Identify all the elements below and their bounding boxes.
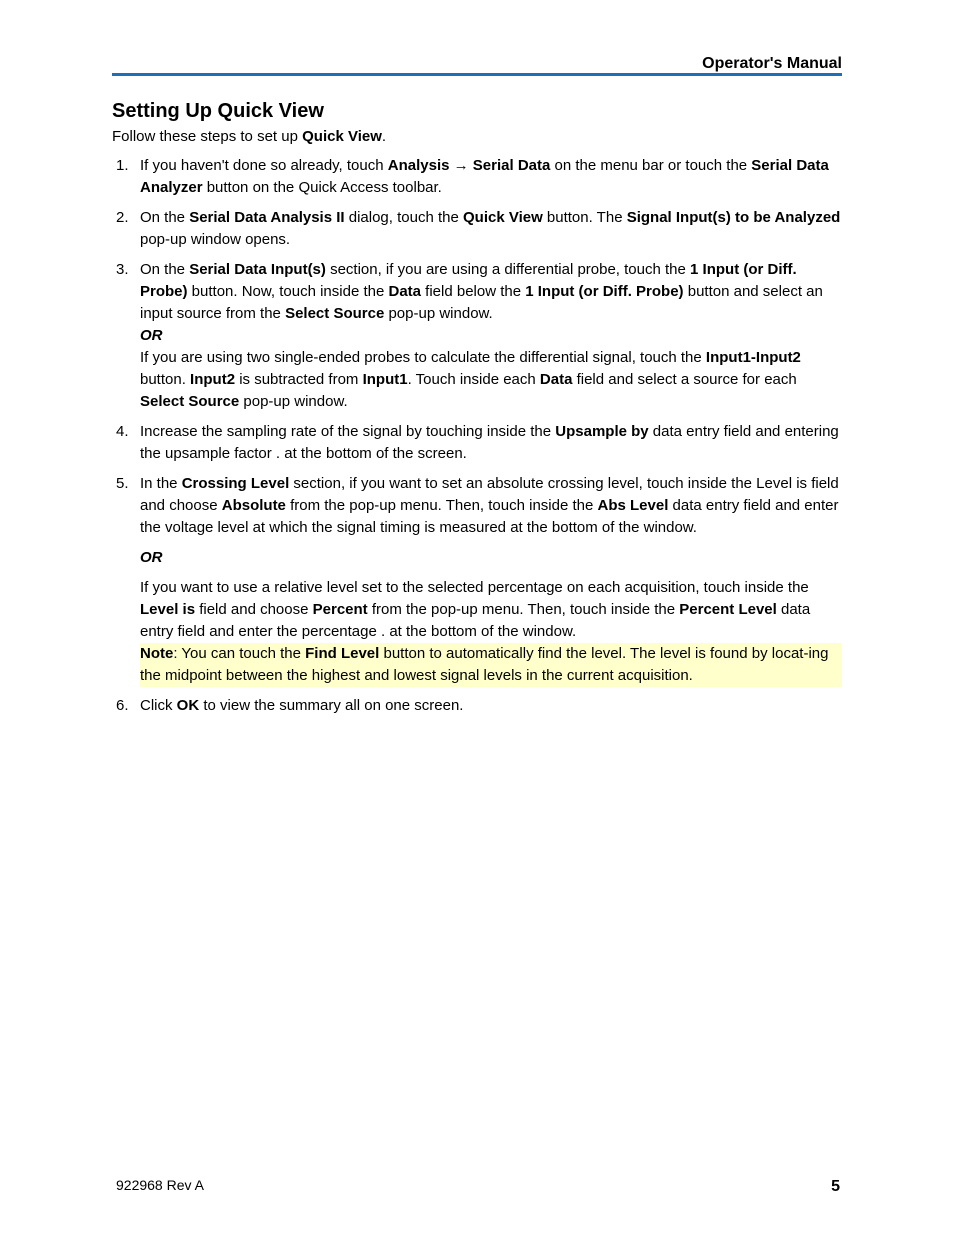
step-number: 1. (116, 157, 129, 174)
step-5 (112, 473, 842, 687)
step-3 (112, 259, 842, 413)
step-text: Click OK to view the summary all on one screen. (140, 697, 464, 714)
step-text: On the Serial Data Input(s) section, if you are using a differential probe, touch the 1 Input (or Diff. Probe) button. Now, touch inside the Data field below the 1 Input (or Diff. Probe) button and select an input source from the Select Source pop-up window. (140, 261, 823, 322)
step-2 (112, 207, 842, 251)
step-4 (112, 421, 842, 465)
step-text: Increase the sampling rate of the signal by touching inside the Upsample by data entry field and entering the upsample factor . at the bottom of the screen. (140, 423, 839, 462)
or-separator: OR (140, 327, 163, 344)
step-number: 2. (116, 209, 129, 226)
step-text-alt: If you are using two single-ended probes to calculate the differential signal, touch the Input1-Input2 button. Input2 is subtracted from Input1. Touch inside each Data field and select a source for each Select Source pop-up window. (140, 349, 801, 410)
header-rule (112, 73, 842, 76)
footer-doc-id: 922968 Rev A (116, 1177, 204, 1193)
step-text: On the Serial Data Analysis II dialog, touch the Quick View button. The Signal Input(s) to be Analyzed pop-up window opens. (140, 209, 841, 248)
intro-text: Follow these steps to set up Quick View. (112, 128, 387, 145)
step-text: In the Crossing Level section, if you want to set an absolute crossing level, touch inside the Level is field and choose Absolute from the pop-up menu. Then, touch inside the Abs Level data entry field and enter the voltage level at which the signal timing is measured at the bottom of the window. (140, 475, 839, 536)
header-title: Operator's Manual (702, 55, 842, 72)
section-title: Setting Up Quick View (112, 100, 324, 122)
step-6 (112, 695, 842, 717)
step-number: 4. (116, 423, 129, 440)
step-text: If you haven't done so already, touch Analysis → Serial Data on the menu bar or touch the Serial Data Analyzer button on the Quick Access toolbar. (140, 157, 829, 196)
note-callout: Note: You can touch the Find Level button to automatically find the level. The level is found by locat-ing the midpoint between the highest and lowest signal levels in the current acquisition. (140, 643, 842, 687)
step-number: 5. (116, 475, 129, 492)
step-text-alt: If you want to use a relative level set to the selected percentage on each acquisition, touch inside the Level is field and choose Percent from the pop-up menu. Then, touch inside the Percent Level data entry field and enter the percentage . at the bottom of the window. (140, 579, 811, 640)
step-1 (112, 155, 842, 199)
steps-list (112, 155, 842, 725)
or-separator: OR (140, 549, 163, 566)
step-number: 3. (116, 261, 129, 278)
step-number: 6. (116, 697, 129, 714)
page-number: 5 (831, 1178, 840, 1195)
